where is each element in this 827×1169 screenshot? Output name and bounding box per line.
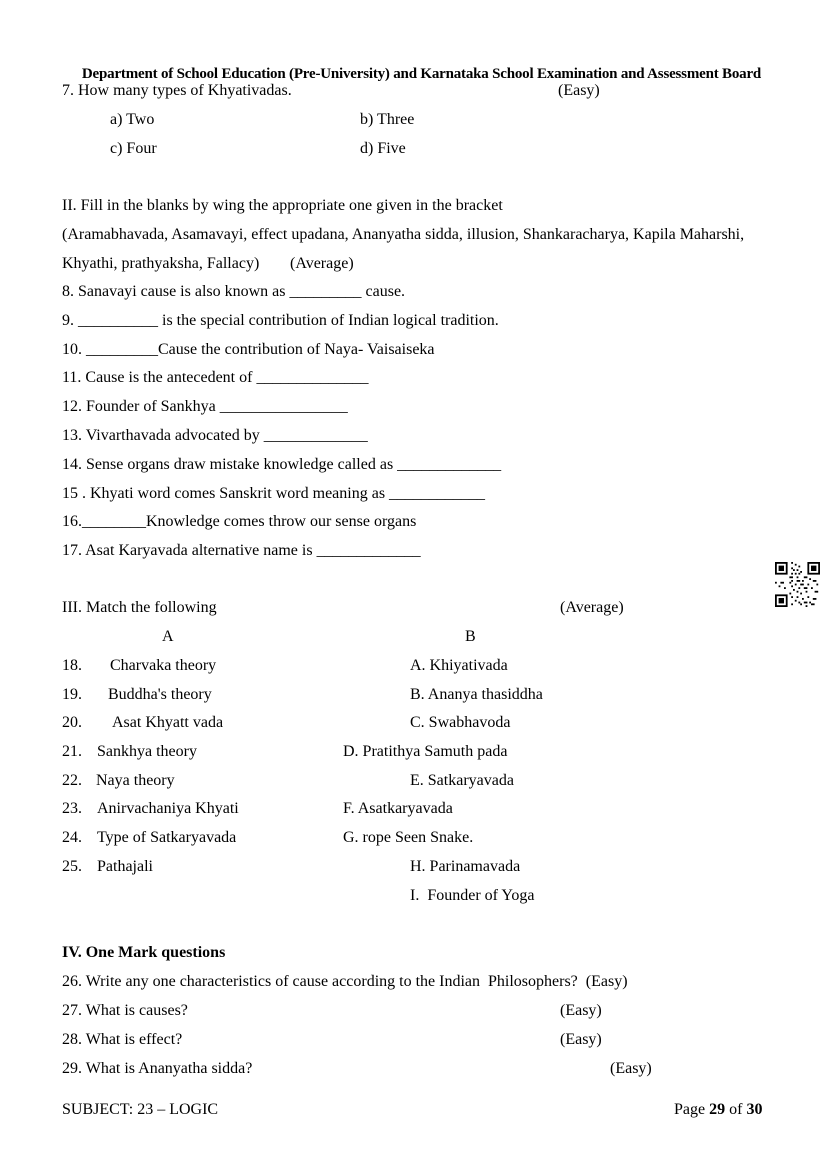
match-row-number: 23.: [62, 800, 82, 817]
question-11-row: [0, 367, 827, 389]
match-row-number: 18.: [62, 657, 82, 674]
match-row-24: [0, 827, 827, 849]
question-11-text: 11. Cause is the antecedent of ______________: [62, 369, 369, 386]
question-15-text: 15 . Khyati word comes Sanskrit word meaning as ____________: [62, 485, 486, 502]
section-4-heading: IV. One Mark questions: [62, 944, 226, 961]
question-26-text: [62, 971, 628, 993]
footer-page-current: 29: [709, 1101, 726, 1118]
header-row: [0, 41, 827, 82]
match-row-number: 20.: [62, 714, 82, 731]
match-row-23: [0, 798, 827, 820]
question-7-text: 7. How many types of Khyativadas.: [62, 82, 292, 99]
match-row-a-item: Anirvachaniya Khyati: [97, 800, 239, 817]
question-26-body: 26. Write any one characteristics of cause according to the Indian Philosophers?: [62, 973, 578, 990]
footer-of-word: of: [725, 1101, 747, 1118]
footer-page-word: Page: [674, 1101, 710, 1118]
question-10-row: [0, 339, 827, 361]
question-17-text: 17. Asat Karyavada alternative name is _____________: [62, 542, 421, 559]
section-2-heading: II. Fill in the blanks by wing the appropriate one given in the bracket: [62, 197, 503, 214]
section-2-bracket-line-2: [0, 253, 827, 275]
question-7-row: [0, 80, 827, 102]
match-row-a-item: Buddha's theory: [108, 686, 212, 703]
question-26-row: [0, 971, 827, 993]
match-row-20: [0, 712, 827, 734]
question-10-text: 10. _________Cause the contribution of Naya- Vaisaiseka: [62, 341, 435, 358]
question-13-row: [0, 425, 827, 447]
question-15-row: [0, 483, 827, 505]
section-3-heading-row: [0, 597, 827, 619]
match-row-a-item: Asat Khyatt vada: [112, 714, 224, 731]
match-row-a-item: Naya theory: [96, 772, 175, 789]
match-row-b-item: C. Swabhavoda: [410, 714, 511, 731]
match-row-21: [0, 741, 827, 763]
question-14-text: 14. Sense organs draw mistake knowledge called as _____________: [62, 456, 502, 473]
match-row-22: [0, 770, 827, 792]
question-27-text: 27. What is causes?: [62, 1002, 188, 1019]
footer-page-indicator: [674, 1099, 762, 1121]
match-row-number: 24.: [62, 829, 82, 846]
match-row-b-item: A. Khiyativada: [410, 657, 508, 674]
question-8-text: 8. Sanavayi cause is also known as _________ cause.: [62, 283, 406, 300]
question-29-difficulty: (Easy): [610, 1060, 652, 1077]
match-row-number: 19.: [62, 686, 82, 703]
section-2-heading-row: [0, 195, 827, 217]
match-row-b-item: E. Satkaryavada: [410, 772, 514, 789]
section-2-difficulty: (Average): [290, 255, 354, 272]
bracket-words-1: (Aramabhavada, Asamavayi, effect upadana, Ananyatha sidda, illusion, Shankaracharya, Kapila Maharshi,: [62, 226, 745, 243]
match-row-b-item: H. Parinamavada: [410, 858, 521, 875]
footer-page-total: 30: [746, 1101, 763, 1118]
option-a: a) Two: [110, 111, 155, 128]
section-3-difficulty: (Average): [560, 599, 624, 616]
match-row-number: 21.: [62, 743, 82, 760]
match-row-18: [0, 655, 827, 677]
question-12-text: 12. Founder of Sankhya ________________: [62, 398, 348, 415]
match-row-a-item: Type of Satkaryavada: [97, 829, 237, 846]
bracket-words-2: Khyathi, prathyaksha, Fallacy): [62, 255, 260, 272]
match-row-b-item: G. rope Seen Snake.: [343, 829, 474, 846]
question-26-difficulty: (Easy): [585, 973, 628, 990]
match-row-a-item: Pathajali: [97, 858, 153, 875]
question-16-text: 16.________Knowledge comes throw our sense organs: [62, 513, 417, 530]
question-8-row: [0, 281, 827, 303]
question-7-options-row-1: [0, 109, 827, 131]
question-28-row: [0, 1029, 827, 1051]
match-row-b-item: F. Asatkaryavada: [343, 800, 453, 817]
match-row-a-item: Sankhya theory: [97, 743, 197, 760]
question-28-text: 28. What is effect?: [62, 1031, 183, 1048]
match-row-extra: [0, 885, 827, 907]
match-column-headers: [0, 626, 827, 648]
match-row-a-item: Charvaka theory: [110, 657, 217, 674]
footer-row: [0, 1099, 827, 1121]
match-row-25: [0, 856, 827, 878]
option-b: b) Three: [360, 111, 415, 128]
question-27-row: [0, 1000, 827, 1022]
question-29-text: 29. What is Ananyatha sidda?: [62, 1060, 253, 1077]
match-row-number: 25.: [62, 858, 82, 875]
match-row-number: 22.: [62, 772, 82, 789]
question-13-text: 13. Vivarthavada advocated by _____________: [62, 427, 368, 444]
section-2-bracket-line-1: [0, 224, 827, 246]
page-header-title: Department of School Education (Pre-University) and Karnataka School Examination and Assessment Board: [81, 66, 762, 82]
question-7-options-row-2: [0, 138, 827, 160]
match-row-b-item: D. Pratithya Samuth pada: [343, 743, 508, 760]
section-3-heading: III. Match the following: [62, 599, 217, 616]
question-12-row: [0, 396, 827, 418]
question-7-difficulty: (Easy): [558, 82, 600, 99]
question-17-row: [0, 540, 827, 562]
question-16-row: [0, 511, 827, 533]
footer-subject: SUBJECT: 23 – LOGIC: [62, 1101, 219, 1118]
match-row-19: [0, 684, 827, 706]
question-28-difficulty: (Easy): [560, 1031, 602, 1048]
question-29-row: [0, 1058, 827, 1080]
option-d: d) Five: [360, 140, 406, 157]
column-b-header: B: [465, 628, 476, 645]
question-9-text: 9. __________ is the special contribution of Indian logical tradition.: [62, 312, 499, 329]
match-row-b-item: B. Ananya thasiddha: [410, 686, 543, 703]
question-27-difficulty: (Easy): [560, 1002, 602, 1019]
question-14-row: [0, 454, 827, 476]
option-c: c) Four: [110, 140, 157, 157]
column-a-header: A: [162, 628, 174, 645]
section-4-heading-row: [0, 942, 827, 964]
question-9-row: [0, 310, 827, 332]
match-row-b-item: I. Founder of Yoga: [410, 887, 535, 904]
